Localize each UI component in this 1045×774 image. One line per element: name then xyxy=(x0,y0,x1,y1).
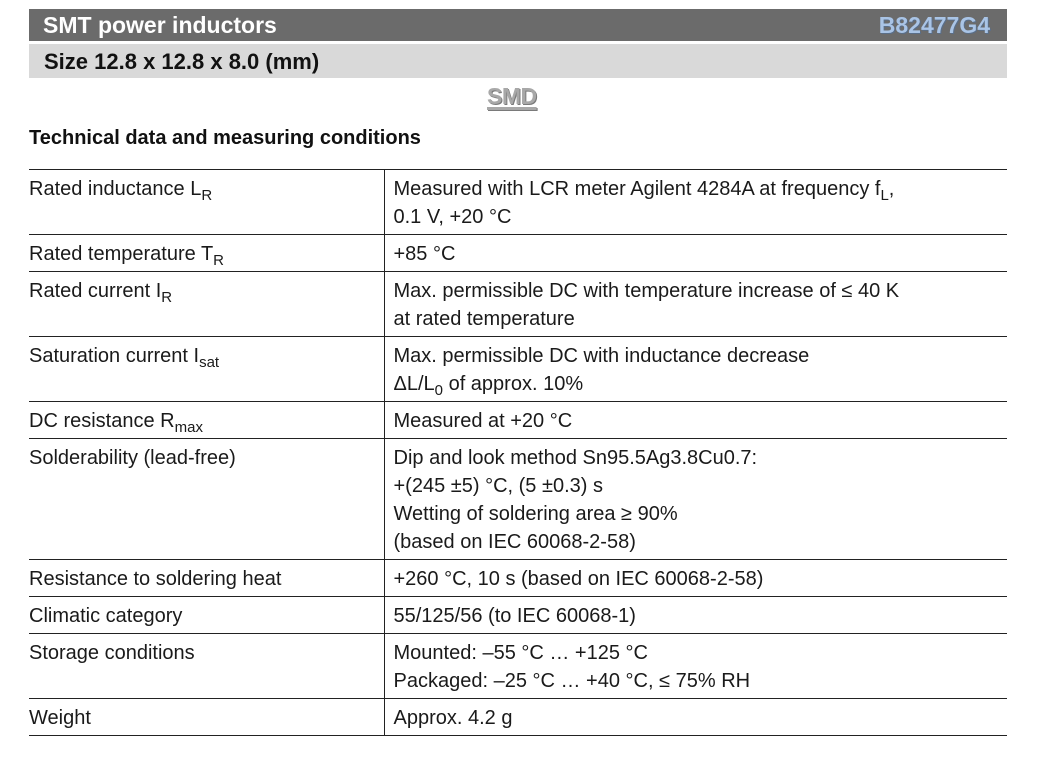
value-text: Approx. 4.2 g xyxy=(393,707,513,729)
table-row xyxy=(29,560,1007,597)
value-line xyxy=(394,602,1008,630)
value-text: (based on IEC 60068-2-58) xyxy=(393,531,636,553)
parameter-cell xyxy=(29,272,384,337)
value-line xyxy=(394,500,1008,528)
table-row xyxy=(29,597,1007,634)
value-text: +85 °C xyxy=(393,243,456,265)
smd-badge: SMD xyxy=(487,83,537,109)
parameter-cell xyxy=(29,560,384,597)
table-row xyxy=(29,337,1007,402)
parameter-label: Weight xyxy=(29,707,91,729)
value-text: Max. permissible DC with temperature increase of ≤ 40 K xyxy=(393,280,900,302)
table-row xyxy=(29,699,1007,736)
value-line xyxy=(394,370,1008,398)
value-text: Dip and look method Sn95.5Ag3.8Cu0.7: xyxy=(393,447,758,469)
page-title: SMT power inductors xyxy=(43,12,277,38)
value-subscript: L xyxy=(880,187,889,204)
table-row xyxy=(29,235,1007,272)
parameter-cell xyxy=(29,597,384,634)
value-text: Measured at +20 °C xyxy=(393,410,573,432)
value-text: +260 °C, 10 s (based on IEC 60068-2-58) xyxy=(393,568,764,590)
value-text: Wetting of soldering area ≥ 90% xyxy=(393,503,678,525)
value-line xyxy=(394,444,1008,472)
value-text: 0.1 V, +20 °C xyxy=(393,206,512,228)
value-cell xyxy=(384,235,1007,272)
value-cell xyxy=(384,272,1007,337)
parameter-cell xyxy=(29,699,384,736)
parameter-subscript: R xyxy=(213,252,225,269)
value-text: at rated temperature xyxy=(393,308,575,330)
technical-data-table xyxy=(29,169,1007,736)
value-cell xyxy=(384,170,1007,235)
value-line xyxy=(394,407,1008,435)
header-bar xyxy=(29,9,1007,41)
parameter-subscript: R xyxy=(161,289,173,306)
table-row xyxy=(29,170,1007,235)
value-cell xyxy=(384,402,1007,439)
section-title: Technical data and measuring conditions xyxy=(29,127,421,149)
value-line xyxy=(394,203,1008,231)
value-text: +(245 ±5) °C, (5 ±0.3) s xyxy=(393,475,603,497)
value-text: Mounted: –55 °C … +125 °C xyxy=(393,642,648,664)
value-text: Max. permissible DC with inductance decrease xyxy=(393,345,810,367)
table-row xyxy=(29,272,1007,337)
value-text: 55/125/56 (to IEC 60068-1) xyxy=(393,605,636,627)
parameter-cell xyxy=(29,634,384,699)
parameter-cell xyxy=(29,170,384,235)
parameter-subscript: R xyxy=(201,187,213,204)
parameter-label: Rated current I xyxy=(29,280,162,302)
parameter-label: Solderability (lead-free) xyxy=(29,447,236,469)
value-line xyxy=(394,240,1008,268)
parameter-cell xyxy=(29,402,384,439)
parameter-label: Saturation current I xyxy=(29,345,200,367)
value-text: ΔL/L xyxy=(393,373,435,395)
value-cell xyxy=(384,560,1007,597)
size-bar xyxy=(29,44,1007,78)
parameter-label: Rated inductance L xyxy=(29,178,202,200)
value-text: Packaged: –25 °C … +40 °C, ≤ 75% RH xyxy=(393,670,751,692)
value-line xyxy=(394,565,1008,593)
table-row xyxy=(29,402,1007,439)
value-line xyxy=(394,277,1008,305)
value-line xyxy=(394,305,1008,333)
value-line xyxy=(394,704,1008,732)
value-line xyxy=(394,528,1008,556)
product-code: B82477G4 xyxy=(878,12,990,38)
parameter-cell xyxy=(29,337,384,402)
parameter-subscript: max xyxy=(174,419,203,436)
value-line xyxy=(394,175,1008,203)
value-tail: , xyxy=(888,178,895,200)
parameter-label: DC resistance R xyxy=(29,410,175,432)
value-line xyxy=(394,472,1008,500)
value-line xyxy=(394,667,1008,695)
value-cell xyxy=(384,337,1007,402)
value-cell xyxy=(384,597,1007,634)
parameter-cell xyxy=(29,235,384,272)
size-label: Size 12.8 x 12.8 x 8.0 (mm) xyxy=(44,49,320,74)
table-row xyxy=(29,439,1007,560)
parameter-cell xyxy=(29,439,384,560)
table-row xyxy=(29,634,1007,699)
parameter-label: Rated temperature T xyxy=(29,243,214,265)
value-subscript: 0 xyxy=(434,382,444,399)
value-line xyxy=(394,342,1008,370)
value-text: Measured with LCR meter Agilent 4284A at frequency f xyxy=(393,178,881,200)
parameter-label: Climatic category xyxy=(29,605,183,627)
parameter-label: Storage conditions xyxy=(29,642,195,664)
parameter-subscript: sat xyxy=(199,354,220,371)
value-cell xyxy=(384,439,1007,560)
value-cell xyxy=(384,634,1007,699)
value-tail: of approx. 10% xyxy=(443,373,584,395)
value-cell xyxy=(384,699,1007,736)
parameter-label: Resistance to soldering heat xyxy=(29,568,282,590)
value-line xyxy=(394,639,1008,667)
